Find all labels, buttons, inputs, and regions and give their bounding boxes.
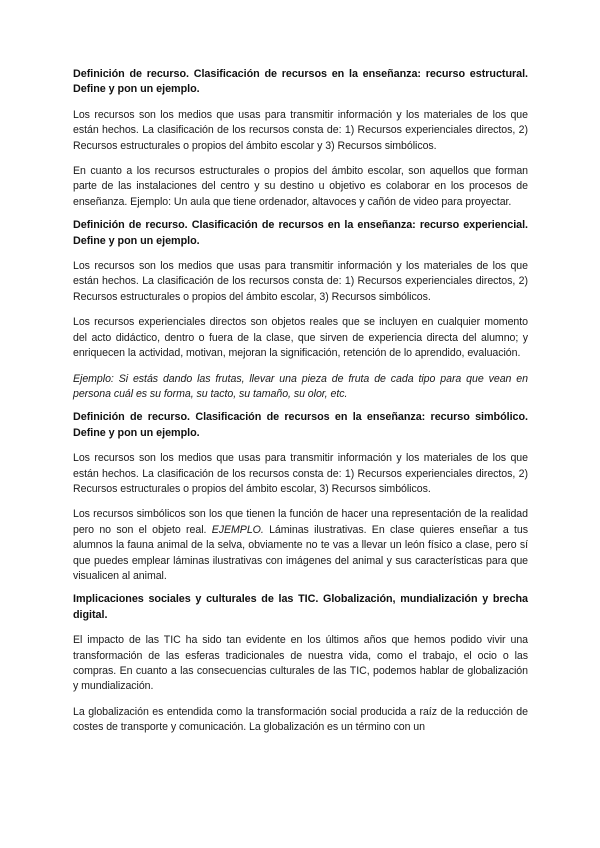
paragraph: Los recursos son los medios que usas para transmitir información y los materiales de los que están hechos. La clasificación de los recursos consta de: 1) Recursos experienciales directos, 2) Recursos estructurales o propios del ámbito escolar, 3) Recursos simbólicos. <box>73 260 528 303</box>
paragraph: La globalización es entendida como la transformación social producida a raíz de la reducción de costes de transporte y comunicación. La globalización es un término con un <box>73 705 528 734</box>
text-run: Láminas ilustrativas. En clase quieres enseñar a tus alumnos la fauna animal de la selva, obviamente no te vas a llevar un león físico a clase, pero sí que puedes emplear láminas ilustrativas con imágenes del animal y sus características para que visualicen al animal. <box>73 523 529 582</box>
section-heading-experiential: Definición de recurso. Clasificación de recursos en la enseñanza: recurso experiencial. Define y pon un ejemplo. <box>73 219 528 247</box>
example-paragraph <box>73 372 528 403</box>
example-label: EJEMPLO. <box>211 523 264 536</box>
section-heading-tic: Implicaciones sociales y culturales de las TIC. Globalización, mundialización y brecha digital. <box>73 593 528 621</box>
paragraph: Los recursos experienciales directos son objetos reales que se incluyen en cualquier momento del acto didáctico, dentro o fuera de la clase, que sirven de experiencia directa del alumno; y enriquecen la actividad, motivan, mejoran la significación, retención de lo aprendido, evaluación. <box>73 316 528 360</box>
paragraph: En cuanto a los recursos estructurales o propios del ámbito escolar, son aquellos que forman parte de las instalaciones del centro y su destino u objetivo es colaborar en los procesos de enseñanza. Ejemplo: Un aula que tiene ordenador, altavoces y cañón de video para proyectar. <box>73 165 528 208</box>
document-body <box>73 67 528 736</box>
text-run: Los recursos simbólicos son los que tienen la función de hacer una representación de la realidad pero no son el objeto real. <box>73 508 528 536</box>
example-text: Ejemplo: Si estás dando las frutas, llevar una pieza de fruta de cada tipo para que vean en persona cuál es su forma, su tacto, su tamaño, su olor, etc. <box>73 372 528 400</box>
paragraph: El impacto de las TIC ha sido tan evidente en los últimos años que hemos podido vivir una transformación de las esferas tradicionales de nuestra vida, como el trabajo, el ocio o las compras. En cuanto a las consecuencias culturales de las TIC, podemos hablar de globalización y mundialización. <box>73 634 528 693</box>
section-heading-symbolic: Definición de recurso. Clasificación de recursos en la enseñanza: recurso simbólico. Define y pon un ejemplo. <box>73 411 528 439</box>
paragraph-with-example <box>73 507 528 584</box>
paragraph: Los recursos son los medios que usas para transmitir información y los materiales de los que están hechos. La clasificación de los recursos consta de: 1) Recursos experienciales directos, 2) Recursos estructurales o propios del ámbito escolar, 3) Recursos simbólicos. <box>73 452 528 495</box>
section-heading-structural: Definición de recurso. Clasificación de recursos en la enseñanza: recurso estructural. Define y pon un ejemplo. <box>73 68 528 96</box>
paragraph: Los recursos son los medios que usas para transmitir información y los materiales de los que están hechos. La clasificación de los recursos consta de: 1) Recursos experienciales directos, 2) Recursos estructurales o propios del ámbito escolar y 3) Recursos simbólicos. <box>73 108 528 152</box>
